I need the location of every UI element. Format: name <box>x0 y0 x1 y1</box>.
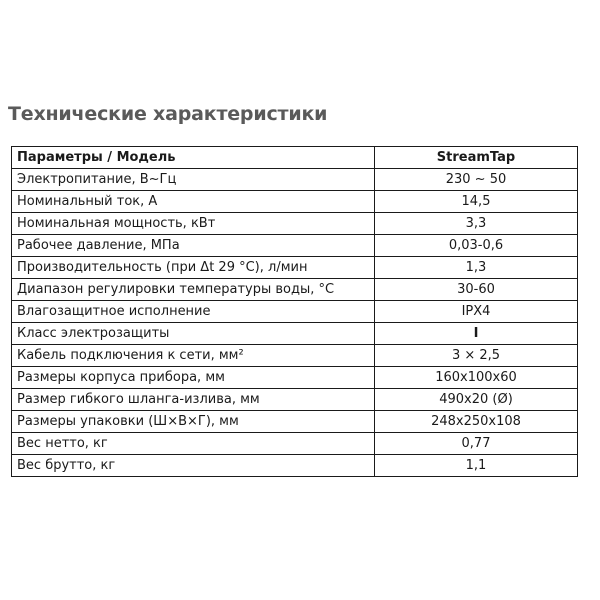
value-cell: 0,77 <box>375 433 578 455</box>
param-cell: Вес нетто, кг <box>12 433 375 455</box>
table-row <box>12 235 578 257</box>
param-cell: Класс электрозащиты <box>12 323 375 345</box>
param-cell: Размер гибкого шланга-излива, мм <box>12 389 375 411</box>
table-row <box>12 411 578 433</box>
spec-table <box>11 146 578 477</box>
param-cell: Электропитание, В~Гц <box>12 169 375 191</box>
param-cell: Влагозащитное исполнение <box>12 301 375 323</box>
header-param-cell: Параметры / Модель <box>12 147 375 169</box>
value-cell: 230 ~ 50 <box>375 169 578 191</box>
table-header-row <box>12 147 578 169</box>
table-row <box>12 169 578 191</box>
table-row <box>12 257 578 279</box>
table-row <box>12 301 578 323</box>
value-cell: 0,03-0,6 <box>375 235 578 257</box>
value-cell: 248x250x108 <box>375 411 578 433</box>
table-row <box>12 367 578 389</box>
table-row <box>12 191 578 213</box>
value-cell: 160x100x60 <box>375 367 578 389</box>
value-cell: 30-60 <box>375 279 578 301</box>
header-model-cell: StreamTap <box>375 147 578 169</box>
param-cell: Номинальная мощность, кВт <box>12 213 375 235</box>
param-cell: Диапазон регулировки температуры воды, °С <box>12 279 375 301</box>
table-row <box>12 345 578 367</box>
table-row <box>12 433 578 455</box>
table-row <box>12 323 578 345</box>
value-cell: 1,1 <box>375 455 578 477</box>
value-cell: I <box>375 323 578 345</box>
param-cell: Производительность (при Δt 29 °С), л/мин <box>12 257 375 279</box>
table-row <box>12 455 578 477</box>
param-cell: Вес брутто, кг <box>12 455 375 477</box>
value-cell: 3,3 <box>375 213 578 235</box>
table-row <box>12 213 578 235</box>
value-cell: 1,3 <box>375 257 578 279</box>
param-cell: Рабочее давление, МПа <box>12 235 375 257</box>
table-row <box>12 279 578 301</box>
param-cell: Кабель подключения к сети, мм² <box>12 345 375 367</box>
param-cell: Размеры упаковки (Ш×В×Г), мм <box>12 411 375 433</box>
param-cell: Номинальный ток, А <box>12 191 375 213</box>
value-cell: 3 × 2,5 <box>375 345 578 367</box>
table-row <box>12 389 578 411</box>
value-cell: 14,5 <box>375 191 578 213</box>
param-cell: Размеры корпуса прибора, мм <box>12 367 375 389</box>
value-cell: 490x20 (Ø) <box>375 389 578 411</box>
value-cell: IPX4 <box>375 301 578 323</box>
page-title: Технические характеристики <box>8 103 328 125</box>
